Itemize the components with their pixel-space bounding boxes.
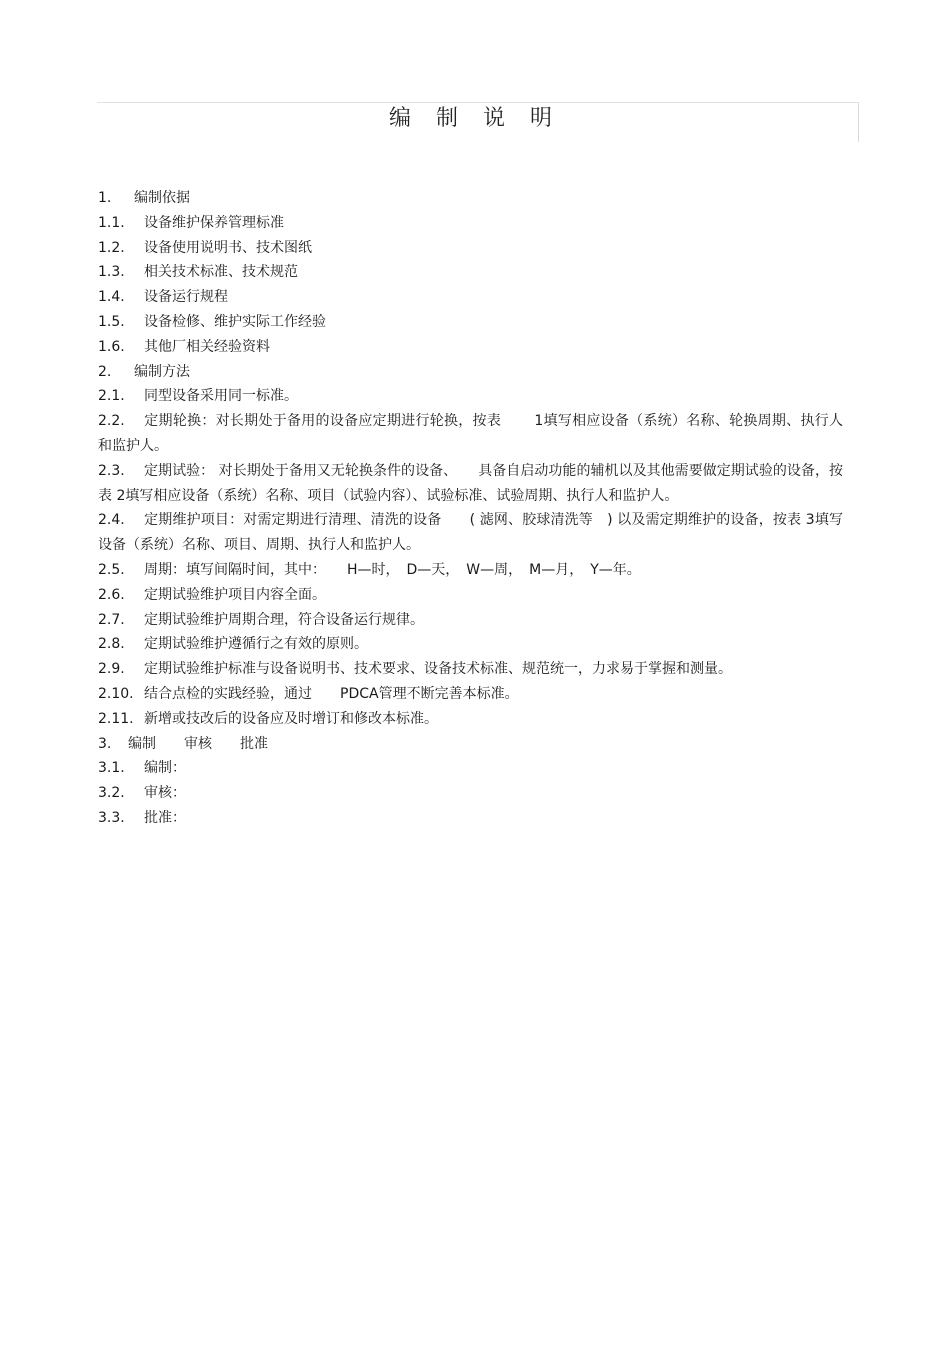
- item-text: 周期：填写间隔时间，其中： H—时， D—天， W—周， M—月， Y—年。: [144, 561, 641, 578]
- item-text: 定期试验维护周期合理，符合设备运行规律。: [144, 611, 424, 628]
- list-item: [98, 657, 843, 682]
- item-text: 设备维护保养管理标准: [144, 214, 284, 231]
- item-text: 定期试验维护标准与设备说明书、技术要求、设备技术标准、规范统一，力求易于掌握和测量。: [144, 661, 732, 678]
- item-number: 2.8.: [98, 636, 125, 653]
- item-number: 3.3.: [98, 809, 125, 826]
- item-text: 设备检修、维护实际工作经验: [144, 313, 326, 330]
- list-item: [98, 558, 843, 583]
- item-text: 设备运行规程: [144, 289, 228, 306]
- item-number: 2.2.: [98, 413, 125, 430]
- item-number: 2.1.: [98, 388, 125, 405]
- item-text: 定期维护项目：对需定期进行清理、清洗的设备 ( 滤网、胶球清洗等 ) 以及需定期维护的设备，按表 3填写设备（系统）名称、项目、周期、执行人和监护人。: [98, 512, 843, 554]
- item-text: 编制：: [144, 760, 186, 777]
- document-body: [98, 186, 843, 831]
- section-heading: [98, 186, 843, 211]
- item-number: 2.5.: [98, 561, 125, 578]
- item-number: 1.5.: [98, 313, 125, 330]
- item-number: 2.7.: [98, 611, 125, 628]
- item-number: 1.6.: [98, 338, 125, 355]
- list-item: [98, 707, 843, 732]
- section-text: 编制依据: [134, 190, 190, 206]
- section-text: 编制 审核 批准: [128, 735, 268, 752]
- list-item: [98, 756, 843, 781]
- item-text: 设备使用说明书、技术图纸: [144, 239, 312, 256]
- item-number: 2.6.: [98, 586, 125, 603]
- page-title: 编 制 说 明: [389, 106, 561, 131]
- section-text: 编制方法: [134, 363, 190, 380]
- item-number: 1.1.: [98, 214, 125, 231]
- item-number: 2.10.: [98, 685, 134, 702]
- item-text: 定期试验维护项目内容全面。: [144, 586, 326, 603]
- item-text: 相关技术标准、技术规范: [144, 264, 298, 281]
- item-text: 定期轮换：对长期处于备用的设备应定期进行轮换，按表 1填写相应设备（系统）名称、轮换周期、执行人和监护人。: [98, 413, 843, 454]
- item-number: 2.9.: [98, 661, 125, 678]
- item-text: 新增或技改后的设备应及时增订和修改本标准。: [144, 710, 438, 727]
- item-number: 1.3.: [98, 264, 125, 281]
- list-item: [98, 508, 843, 558]
- item-text: 审核：: [144, 785, 186, 802]
- list-item: [98, 781, 843, 806]
- item-text: 其他厂相关经验资料: [144, 338, 270, 355]
- section-heading: [98, 732, 843, 757]
- list-item: [98, 459, 843, 509]
- list-item: [98, 682, 843, 707]
- list-item: [98, 608, 843, 633]
- item-text: 结合点检的实践经验，通过 PDCA管理不断完善本标准。: [144, 685, 519, 702]
- item-number: 1.2.: [98, 239, 125, 256]
- list-item: [98, 409, 843, 459]
- section-number: 2.: [98, 363, 112, 380]
- list-item: [98, 310, 843, 335]
- item-number: 2.11.: [98, 710, 134, 727]
- list-item: [98, 236, 843, 261]
- item-number: 3.2.: [98, 785, 125, 802]
- item-number: 1.4.: [98, 289, 125, 306]
- section-number: 1.: [98, 190, 112, 206]
- list-item: [98, 335, 843, 360]
- list-item: [98, 384, 843, 409]
- item-number: 3.1.: [98, 760, 125, 777]
- list-item: [98, 583, 843, 608]
- item-number: 2.3.: [98, 462, 125, 479]
- section-heading: [98, 360, 843, 385]
- item-text: 批准：: [144, 809, 186, 826]
- list-item: [98, 211, 843, 236]
- section-number: 3.: [98, 735, 112, 752]
- item-text: 定期试验： 对长期处于备用又无轮换条件的设备、 具备自启动功能的辅机以及其他需要做定期试验的设备，按表 2填写相应设备（系统）名称、项目（试验内容）、试验标准、试验周期、执行人和监护人。: [98, 462, 843, 504]
- list-item: [98, 632, 843, 657]
- item-number: 2.4.: [98, 512, 125, 529]
- list-item: [98, 260, 843, 285]
- item-text: 定期试验维护遵循行之有效的原则。: [144, 636, 368, 653]
- list-item: [98, 806, 843, 831]
- item-text: 同型设备采用同一标准。: [144, 388, 298, 405]
- list-item: [98, 285, 843, 310]
